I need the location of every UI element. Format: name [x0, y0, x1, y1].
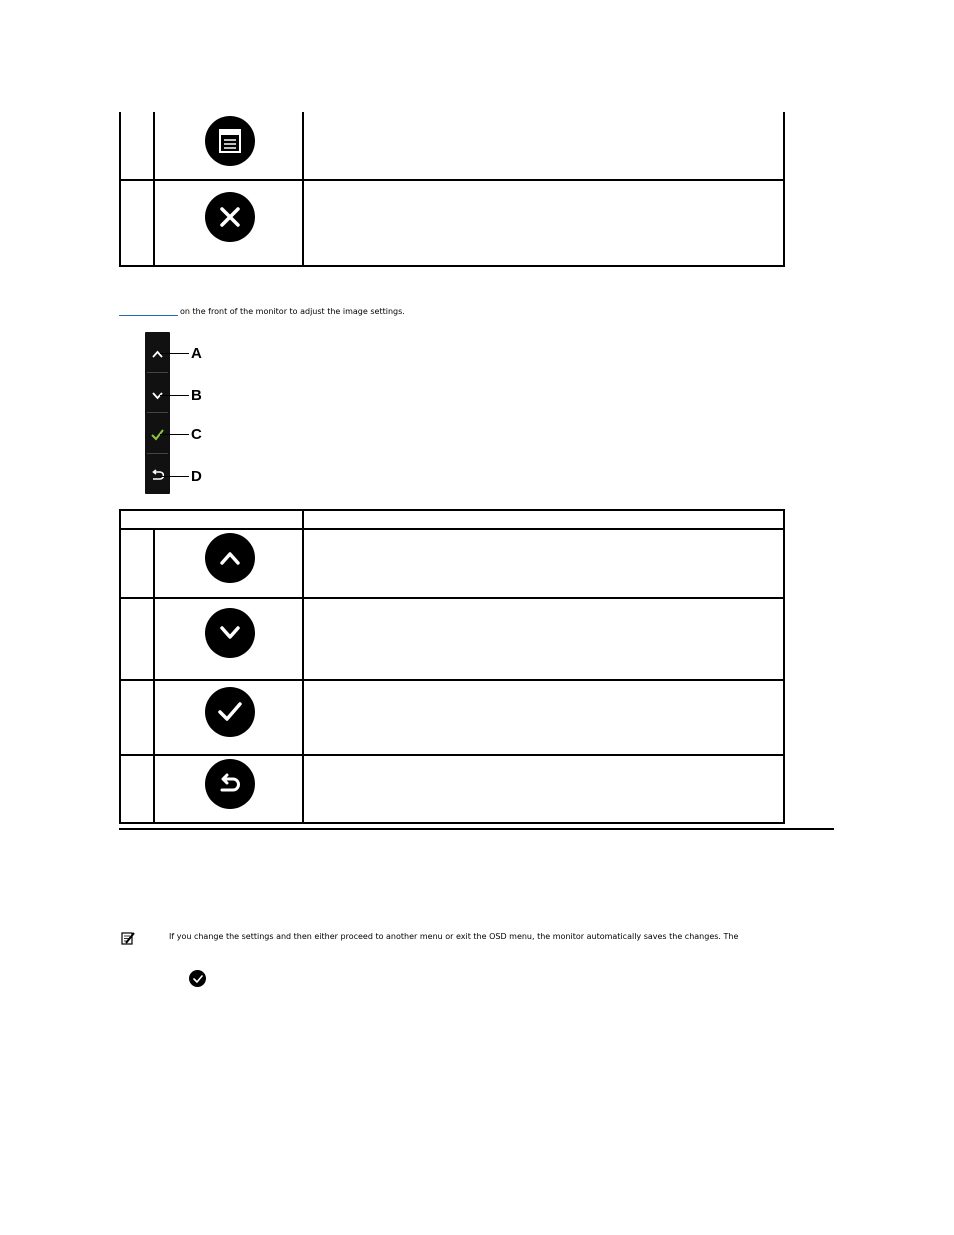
callout-line-a: [160, 353, 189, 354]
label-b: B: [191, 387, 202, 404]
callout-line-b: [160, 395, 189, 396]
callout-line-d: [160, 476, 189, 477]
note-text: If you change the settings and then either proceed to another menu or exit the OSD menu, the monitor automatically saves the changes. The: [169, 932, 739, 941]
note-icon: [121, 931, 135, 945]
chevron-up-icon: [152, 350, 163, 358]
back-icon: [205, 759, 255, 809]
chevron-down-icon: [152, 392, 163, 400]
up-arrow-icon: [205, 533, 255, 583]
intro-text: [119, 306, 405, 316]
callout-line-c: [160, 434, 189, 435]
back-arrow-icon: [151, 469, 164, 481]
front-panel-buttons: [145, 332, 170, 494]
checkmark-icon: [151, 429, 164, 441]
label-d: D: [191, 468, 202, 485]
intro-sentence: on the front of the monitor to adjust the image settings.: [180, 307, 405, 316]
label-a: A: [191, 345, 202, 362]
small-check-icon: [189, 970, 206, 987]
close-icon: [205, 192, 255, 242]
section-divider: [119, 828, 834, 830]
front-panel-link[interactable]: [119, 306, 178, 316]
label-c: C: [191, 426, 202, 443]
menu-icon: [205, 116, 255, 166]
ok-check-icon: [205, 687, 255, 737]
down-arrow-icon: [205, 608, 255, 658]
